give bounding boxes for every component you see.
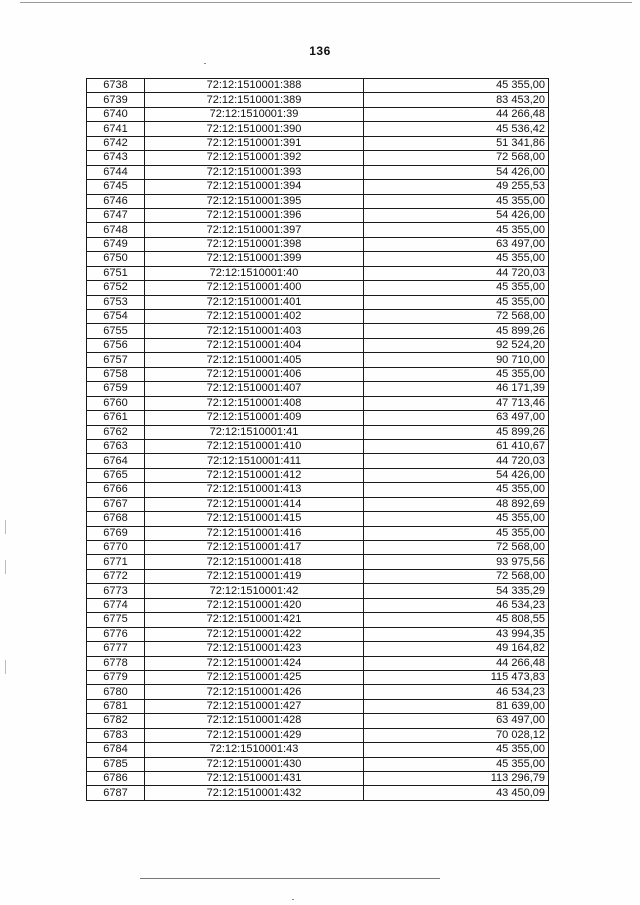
cadastral-value-cell: 43 450,09 [364,786,549,800]
cadastral-number-cell: 72:12:1510001:426 [145,685,364,699]
table-row [87,151,549,165]
table-row [87,237,549,251]
table-row [87,266,549,280]
table-row [87,786,549,800]
scan-bottom-rule [140,878,440,879]
table-row [87,541,549,555]
cadastral-value-cell: 45 355,00 [364,757,549,771]
row-number-cell: 6749 [87,237,145,251]
cadastral-number-cell: 72:12:1510001:388 [145,79,364,93]
cadastral-number-cell: 72:12:1510001:410 [145,439,364,453]
table-row [87,136,549,150]
cadastral-number-cell: 72:12:1510001:411 [145,454,364,468]
table-row [87,79,549,93]
cadastral-value-cell: 45 355,00 [364,743,549,757]
cadastral-number-cell: 72:12:1510001:422 [145,627,364,641]
scan-speck [204,63,206,64]
cadastral-number-cell: 72:12:1510001:399 [145,252,364,266]
cadastral-number-cell: 72:12:1510001:407 [145,382,364,396]
cadastral-value-cell: 115 473,83 [364,670,549,684]
cadastral-number-cell: 72:12:1510001:41 [145,425,364,439]
cadastral-number-cell: 72:12:1510001:40 [145,266,364,280]
table-row [87,281,549,295]
table-row [87,194,549,208]
cadastral-value-cell: 46 171,39 [364,382,549,396]
cadastral-number-cell: 72:12:1510001:394 [145,180,364,194]
row-number-cell: 6746 [87,194,145,208]
cadastral-value-cell: 54 335,29 [364,584,549,598]
row-number-cell: 6744 [87,165,145,179]
table-row [87,252,549,266]
cadastral-number-cell: 72:12:1510001:429 [145,728,364,742]
row-number-cell: 6785 [87,757,145,771]
cadastral-value-cell: 45 355,00 [364,526,549,540]
cadastral-number-cell: 72:12:1510001:416 [145,526,364,540]
cadastral-value-cell: 45 355,00 [364,295,549,309]
row-number-cell: 6770 [87,541,145,555]
cadastral-value-cell: 54 426,00 [364,165,549,179]
row-number-cell: 6776 [87,627,145,641]
cadastral-value-cell: 51 341,86 [364,136,549,150]
row-number-cell: 6767 [87,497,145,511]
row-number-cell: 6750 [87,252,145,266]
cadastral-number-cell: 72:12:1510001:418 [145,555,364,569]
cadastral-value-cell: 49 255,53 [364,180,549,194]
row-number-cell: 6743 [87,151,145,165]
cadastral-value-cell: 72 568,00 [364,541,549,555]
cadastral-value-cell: 46 534,23 [364,598,549,612]
cadastral-value-cell: 44 720,03 [364,454,549,468]
table-row [87,670,549,684]
table-row [87,757,549,771]
cadastral-number-cell: 72:12:1510001:406 [145,367,364,381]
table-row [87,411,549,425]
table-row [87,165,549,179]
cadastral-number-cell: 72:12:1510001:409 [145,411,364,425]
table-row [87,526,549,540]
row-number-cell: 6765 [87,468,145,482]
cadastral-number-cell: 72:12:1510001:431 [145,772,364,786]
table-row [87,497,549,511]
cadastral-number-cell: 72:12:1510001:401 [145,295,364,309]
table-row [87,396,549,410]
cadastral-number-cell: 72:12:1510001:390 [145,122,364,136]
row-number-cell: 6764 [87,454,145,468]
row-number-cell: 6773 [87,584,145,598]
cadastral-value-cell: 45 355,00 [364,194,549,208]
cadastral-number-cell: 72:12:1510001:397 [145,223,364,237]
table-row [87,439,549,453]
table-row [87,714,549,728]
row-number-cell: 6747 [87,208,145,222]
row-number-cell: 6762 [87,425,145,439]
row-number-cell: 6774 [87,598,145,612]
cadastral-number-cell: 72:12:1510001:417 [145,541,364,555]
row-number-cell: 6759 [87,382,145,396]
table-row [87,310,549,324]
row-number-cell: 6752 [87,281,145,295]
cadastral-value-cell: 81 639,00 [364,699,549,713]
scan-margin-mark [5,520,6,534]
row-number-cell: 6782 [87,714,145,728]
table-row [87,584,549,598]
cadastral-value-cell: 93 975,56 [364,555,549,569]
scan-top-rule [20,2,632,3]
cadastral-number-cell: 72:12:1510001:415 [145,512,364,526]
page-number: 136 [309,44,331,58]
cadastral-value-cell: 54 426,00 [364,468,549,482]
cadastral-value-cell: 45 355,00 [364,483,549,497]
scan-speck [292,899,294,900]
table-row [87,699,549,713]
row-number-cell: 6738 [87,79,145,93]
cadastral-number-cell: 72:12:1510001:403 [145,324,364,338]
table-row [87,454,549,468]
cadastral-value-cell: 61 410,67 [364,439,549,453]
cadastral-value-cell: 43 994,35 [364,627,549,641]
row-number-cell: 6753 [87,295,145,309]
cadastral-value-cell: 45 355,00 [364,281,549,295]
cadastral-value-cell: 83 453,20 [364,93,549,107]
row-number-cell: 6741 [87,122,145,136]
cadastral-value-cell: 45 355,00 [364,512,549,526]
row-number-cell: 6786 [87,772,145,786]
cadastral-value-cell: 45 899,26 [364,425,549,439]
cadastral-value-cell: 49 164,82 [364,642,549,656]
cadastral-number-cell: 72:12:1510001:39 [145,107,364,121]
table-row [87,107,549,121]
row-number-cell: 6740 [87,107,145,121]
cadastral-value-cell: 45 355,00 [364,367,549,381]
row-number-cell: 6757 [87,353,145,367]
row-number-cell: 6775 [87,613,145,627]
table-row [87,512,549,526]
cadastral-value-cell: 90 710,00 [364,353,549,367]
table-row [87,382,549,396]
cadastral-number-cell: 72:12:1510001:398 [145,237,364,251]
cadastral-value-cell: 44 266,48 [364,656,549,670]
cadastral-value-cell: 45 899,26 [364,324,549,338]
cadastral-value-cell: 45 536,42 [364,122,549,136]
table-row [87,353,549,367]
cadastral-number-cell: 72:12:1510001:425 [145,670,364,684]
scan-margin-mark [5,560,6,574]
row-number-cell: 6745 [87,180,145,194]
row-number-cell: 6760 [87,396,145,410]
table-row [87,93,549,107]
cadastral-value-cell: 72 568,00 [364,151,549,165]
row-number-cell: 6771 [87,555,145,569]
table-row [87,367,549,381]
cadastral-number-cell: 72:12:1510001:42 [145,584,364,598]
row-number-cell: 6772 [87,569,145,583]
cadastral-value-cell: 48 892,69 [364,497,549,511]
table-row [87,324,549,338]
scan-margin-mark [5,660,6,674]
row-number-cell: 6754 [87,310,145,324]
table-row [87,468,549,482]
cadastral-value-cell: 113 296,79 [364,772,549,786]
row-number-cell: 6748 [87,223,145,237]
cadastral-number-cell: 72:12:1510001:405 [145,353,364,367]
cadastral-number-cell: 72:12:1510001:414 [145,497,364,511]
cadastral-value-cell: 47 713,46 [364,396,549,410]
row-number-cell: 6755 [87,324,145,338]
cadastral-value-cell: 45 355,00 [364,79,549,93]
table-row [87,208,549,222]
cadastral-number-cell: 72:12:1510001:412 [145,468,364,482]
cadastral-number-cell: 72:12:1510001:419 [145,569,364,583]
cadastral-number-cell: 72:12:1510001:423 [145,642,364,656]
cadastral-value-cell: 45 355,00 [364,252,549,266]
table-body [87,79,549,801]
row-number-cell: 6763 [87,439,145,453]
table-row [87,223,549,237]
cadastral-value-cell: 63 497,00 [364,237,549,251]
table-row [87,656,549,670]
table-row [87,295,549,309]
cadastral-value-cell: 54 426,00 [364,208,549,222]
table-row [87,743,549,757]
cadastral-number-cell: 72:12:1510001:400 [145,281,364,295]
table-row [87,555,549,569]
cadastral-value-cell: 46 534,23 [364,685,549,699]
row-number-cell: 6779 [87,670,145,684]
cadastral-value-cell: 45 355,00 [364,223,549,237]
cadastral-number-cell: 72:12:1510001:408 [145,396,364,410]
table-row [87,338,549,352]
cadastral-number-cell: 72:12:1510001:404 [145,338,364,352]
row-number-cell: 6784 [87,743,145,757]
table-row [87,613,549,627]
cadastral-number-cell: 72:12:1510001:420 [145,598,364,612]
row-number-cell: 6768 [87,512,145,526]
row-number-cell: 6781 [87,699,145,713]
table-row [87,598,549,612]
cadastral-number-cell: 72:12:1510001:393 [145,165,364,179]
cadastral-number-cell: 72:12:1510001:421 [145,613,364,627]
cadastral-value-cell: 44 266,48 [364,107,549,121]
cadastral-value-cell: 45 808,55 [364,613,549,627]
cadastral-number-cell: 72:12:1510001:395 [145,194,364,208]
row-number-cell: 6777 [87,642,145,656]
cadastral-number-cell: 72:12:1510001:430 [145,757,364,771]
cadastral-value-cell: 72 568,00 [364,569,549,583]
row-number-cell: 6769 [87,526,145,540]
cadastral-number-cell: 72:12:1510001:402 [145,310,364,324]
row-number-cell: 6751 [87,266,145,280]
table-row [87,642,549,656]
table-row [87,425,549,439]
row-number-cell: 6778 [87,656,145,670]
table-row [87,685,549,699]
row-number-cell: 6783 [87,728,145,742]
cadastral-number-cell: 72:12:1510001:396 [145,208,364,222]
table-row [87,728,549,742]
cadastral-number-cell: 72:12:1510001:432 [145,786,364,800]
table-row [87,122,549,136]
row-number-cell: 6756 [87,338,145,352]
row-number-cell: 6766 [87,483,145,497]
cadastral-number-cell: 72:12:1510001:392 [145,151,364,165]
cadastral-number-cell: 72:12:1510001:413 [145,483,364,497]
row-number-cell: 6739 [87,93,145,107]
cadastral-number-cell: 72:12:1510001:427 [145,699,364,713]
table-row [87,180,549,194]
row-number-cell: 6787 [87,786,145,800]
cadastral-value-table [86,78,549,801]
cadastral-value-cell: 44 720,03 [364,266,549,280]
table-row [87,569,549,583]
cadastral-number-cell: 72:12:1510001:389 [145,93,364,107]
cadastral-number-cell: 72:12:1510001:391 [145,136,364,150]
row-number-cell: 6761 [87,411,145,425]
table-row [87,483,549,497]
cadastral-number-cell: 72:12:1510001:43 [145,743,364,757]
row-number-cell: 6758 [87,367,145,381]
cadastral-number-cell: 72:12:1510001:424 [145,656,364,670]
cadastral-value-cell: 92 524,20 [364,338,549,352]
row-number-cell: 6742 [87,136,145,150]
cadastral-value-cell: 63 497,00 [364,714,549,728]
cadastral-number-cell: 72:12:1510001:428 [145,714,364,728]
cadastral-value-cell: 72 568,00 [364,310,549,324]
cadastral-value-cell: 63 497,00 [364,411,549,425]
cadastral-value-cell: 70 028,12 [364,728,549,742]
table-row [87,627,549,641]
table-row [87,772,549,786]
row-number-cell: 6780 [87,685,145,699]
